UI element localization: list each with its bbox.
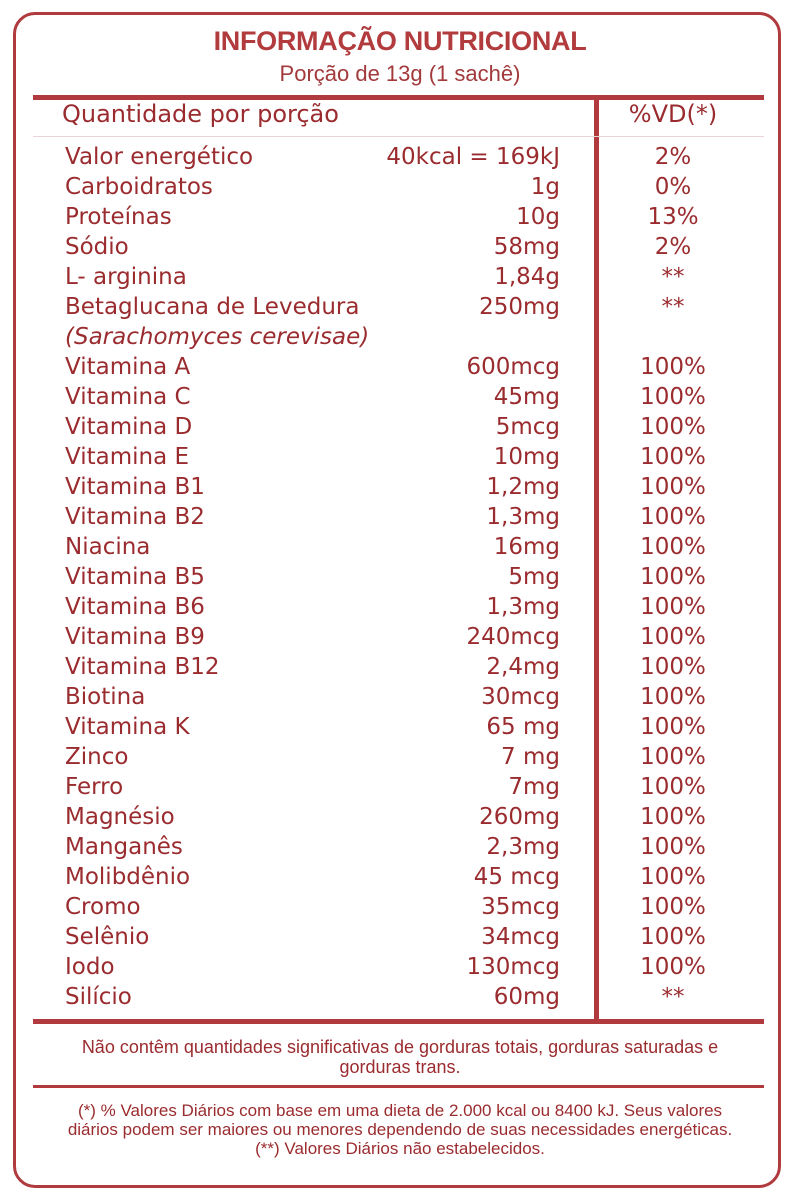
nutrient-amount: 2,4mg — [486, 654, 560, 680]
nutrient-amount: 1,84g — [494, 264, 560, 290]
table-row — [0, 412, 800, 442]
nutrient-amount: 2,3mg — [486, 834, 560, 860]
dv-header: %VD(*) — [628, 100, 718, 128]
nutrient-name: Vitamina D — [65, 414, 193, 440]
table-row — [0, 802, 800, 832]
table-row — [0, 922, 800, 952]
nutrient-daily-value: 100% — [640, 354, 706, 380]
header-bottom-rule — [33, 136, 764, 137]
nutrient-name: Carboidratos — [65, 174, 213, 200]
nutrient-name: Silício — [65, 984, 132, 1010]
nutrient-name: Vitamina C — [65, 384, 191, 410]
fats-footnote: Não contêm quantidades significativas de gorduras totais, gorduras saturadas e gorduras trans. — [81, 1037, 719, 1077]
nutrient-name: Vitamina E — [65, 444, 190, 470]
nutrient-amount: 10mg — [493, 444, 560, 470]
nutrient-daily-value: 100% — [640, 384, 706, 410]
nutrient-name: Manganês — [65, 834, 183, 860]
nutrient-daily-value: 100% — [640, 624, 706, 650]
table-row — [0, 532, 800, 562]
nutrient-name: L- arginina — [65, 264, 187, 290]
nutrient-amount: 40kcal = 169kJ — [386, 144, 560, 170]
table-row — [0, 682, 800, 712]
nutrient-amount: 250mg — [479, 294, 560, 320]
nutrient-amount: 130mcg — [466, 954, 560, 980]
nutrient-name: Proteínas — [65, 204, 172, 230]
table-row — [0, 562, 800, 592]
nutrient-name: Vitamina B12 — [65, 654, 220, 680]
nutrient-daily-value: 100% — [640, 954, 706, 980]
nutrient-amount: 58mg — [493, 234, 560, 260]
nutrient-amount: 600mcg — [466, 354, 560, 380]
table-row — [0, 622, 800, 652]
table-row — [0, 142, 800, 172]
nutrient-name: Magnésio — [65, 804, 175, 830]
nutrient-name: Iodo — [65, 954, 115, 980]
table-row — [0, 832, 800, 862]
nutrient-name: Vitamina B2 — [65, 504, 205, 530]
table-row — [0, 892, 800, 922]
nutrient-name: Sódio — [65, 234, 129, 260]
nutrient-amount: 260mg — [479, 804, 560, 830]
nutrient-daily-value: 100% — [640, 864, 706, 890]
nutrient-daily-value: 100% — [640, 714, 706, 740]
table-row — [0, 502, 800, 532]
table-row — [0, 442, 800, 472]
nutrient-amount: 7 mg — [501, 744, 560, 770]
table-row — [0, 592, 800, 622]
nutrient-amount: 5mg — [508, 564, 560, 590]
nutrient-amount: 1g — [530, 174, 560, 200]
table-row — [0, 172, 800, 202]
nutrient-name: Vitamina K — [65, 714, 190, 740]
table-bottom-rule — [33, 1019, 764, 1024]
table-row — [0, 952, 800, 982]
nutrient-daily-value: ** — [661, 984, 685, 1010]
nutrient-daily-value: 100% — [640, 894, 706, 920]
nutrient-amount: 1,2mg — [486, 474, 560, 500]
nutrient-amount: 240mcg — [466, 624, 560, 650]
nutrient-name: (Sarachomyces cerevisae) — [65, 324, 370, 350]
table-row — [0, 862, 800, 892]
nutrient-amount: 1,3mg — [486, 594, 560, 620]
nutrient-name: Vitamina B9 — [65, 624, 205, 650]
quantity-header: Quantidade por porção — [62, 100, 339, 128]
nutrient-name: Molibdênio — [65, 864, 191, 890]
nutrient-name: Vitamina A — [65, 354, 191, 380]
table-row — [0, 772, 800, 802]
daily-value-footnote: (*) % Valores Diários com base em uma dieta de 2.000 kcal ou 8400 kJ. Seus valores diários podem ser maiores ou menores dependendo de suas necessidades energéticas. (**) Valores Diários não estabelecidos. — [67, 1101, 733, 1158]
table-row — [0, 352, 800, 382]
nutrient-name: Betaglucana de Levedura — [65, 294, 360, 320]
nutrient-name: Cromo — [65, 894, 141, 920]
nutrient-amount: 16mg — [493, 534, 560, 560]
nutrient-daily-value: 2% — [654, 144, 692, 170]
table-row — [0, 742, 800, 772]
nutrient-name: Niacina — [65, 534, 151, 560]
nutrient-daily-value: 100% — [640, 594, 706, 620]
nutrient-daily-value: 100% — [640, 474, 706, 500]
nutrient-daily-value: 100% — [640, 804, 706, 830]
table-row — [0, 232, 800, 262]
nutrient-daily-value: 0% — [654, 174, 692, 200]
nutrient-amount: 7mg — [508, 774, 560, 800]
nutrient-amount: 34mcg — [481, 924, 560, 950]
serving-size: Porção de 13g (1 sachê) — [279, 61, 521, 86]
nutrient-daily-value: 100% — [640, 834, 706, 860]
label-title: INFORMAÇÃO NUTRICIONAL — [213, 26, 587, 56]
nutrient-daily-value: 100% — [640, 684, 706, 710]
table-row — [0, 322, 800, 352]
table-row — [0, 472, 800, 502]
nutrient-daily-value: 100% — [640, 744, 706, 770]
nutrient-daily-value: 100% — [640, 774, 706, 800]
nutrient-amount: 65 mg — [486, 714, 560, 740]
nutrient-daily-value: 100% — [640, 444, 706, 470]
nutrient-daily-value: 100% — [640, 564, 706, 590]
nutrient-amount: 30mcg — [481, 684, 560, 710]
nutrient-amount: 35mcg — [481, 894, 560, 920]
table-row — [0, 982, 800, 1012]
nutrient-daily-value: 100% — [640, 654, 706, 680]
nutrient-daily-value: 100% — [640, 504, 706, 530]
nutrient-daily-value: 100% — [640, 534, 706, 560]
table-row — [0, 202, 800, 232]
table-row — [0, 652, 800, 682]
table-row — [0, 292, 800, 322]
nutrient-amount: 5mcg — [495, 414, 560, 440]
nutrient-name: Zinco — [65, 744, 129, 770]
nutrient-amount: 1,3mg — [486, 504, 560, 530]
nutrient-name: Vitamina B6 — [65, 594, 205, 620]
footnote-divider — [33, 1085, 764, 1088]
nutrient-daily-value: ** — [661, 294, 685, 320]
nutrient-name: Selênio — [65, 924, 150, 950]
nutrient-daily-value: 2% — [654, 234, 692, 260]
nutrient-name: Biotina — [65, 684, 146, 710]
nutrient-daily-value: ** — [661, 264, 685, 290]
nutrient-name: Ferro — [65, 774, 124, 800]
nutrient-name: Vitamina B1 — [65, 474, 205, 500]
nutrient-amount: 60mg — [493, 984, 560, 1010]
table-row — [0, 382, 800, 412]
nutrient-name: Vitamina B5 — [65, 564, 205, 590]
nutrient-daily-value: 100% — [640, 924, 706, 950]
nutrient-daily-value: 100% — [640, 414, 706, 440]
nutrient-amount: 45mg — [493, 384, 560, 410]
nutrient-name: Valor energético — [65, 144, 254, 170]
table-row — [0, 262, 800, 292]
nutrient-daily-value: 13% — [647, 204, 699, 230]
table-row — [0, 712, 800, 742]
nutrient-amount: 10g — [516, 204, 560, 230]
nutrient-amount: 45 mcg — [473, 864, 560, 890]
